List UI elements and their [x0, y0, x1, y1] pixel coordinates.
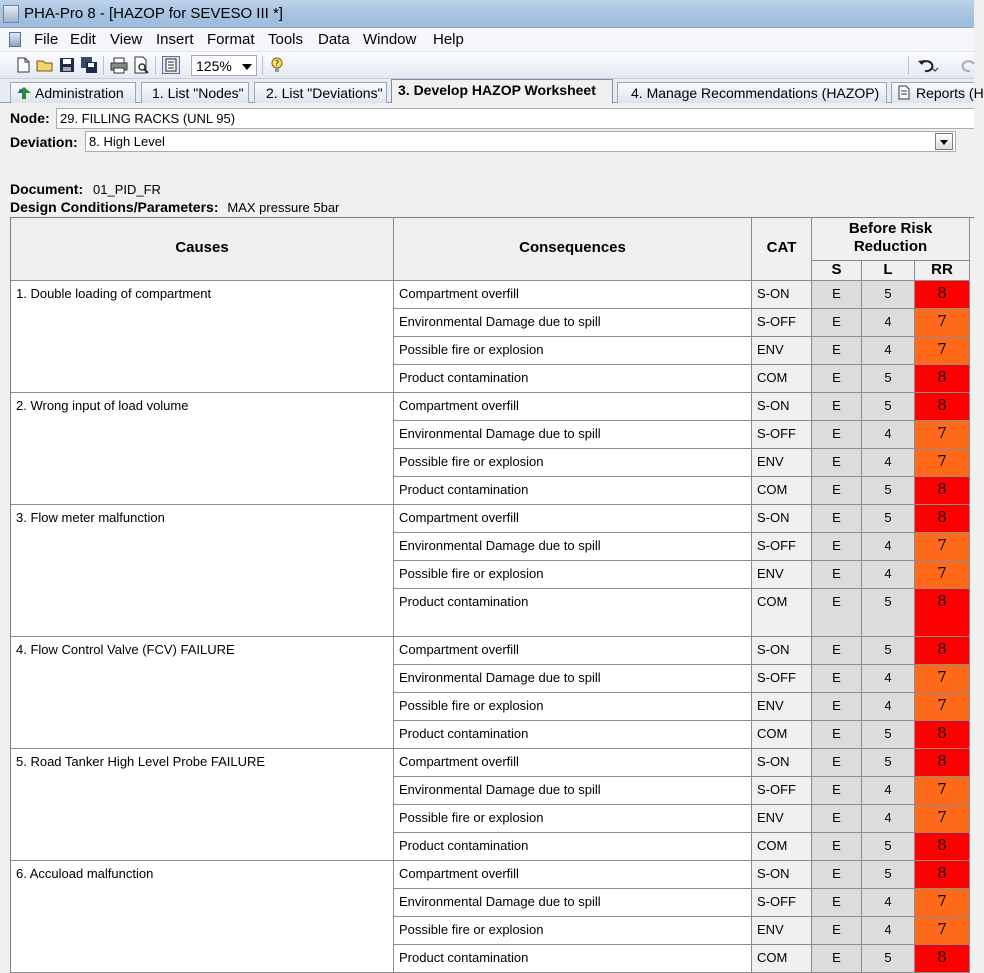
- tab-administration[interactable]: [10, 82, 136, 103]
- likelihood-cell[interactable]: 4: [862, 889, 915, 917]
- severity-cell[interactable]: E: [812, 721, 862, 749]
- likelihood-cell[interactable]: 5: [862, 833, 915, 861]
- consequence-cell[interactable]: Compartment overfill: [394, 861, 752, 889]
- likelihood-cell[interactable]: 5: [862, 393, 915, 421]
- cat-cell[interactable]: S-ON: [752, 749, 812, 777]
- hazop-worksheet-grid: [10, 217, 974, 973]
- risk-ranking-cell[interactable]: 8: [915, 281, 970, 309]
- menu-data[interactable]: Data: [318, 31, 350, 48]
- deviation-label: Deviation:: [10, 134, 78, 150]
- cat-cell[interactable]: S-OFF: [752, 665, 812, 693]
- likelihood-cell[interactable]: 5: [862, 281, 915, 309]
- redo-icon[interactable]: [960, 56, 978, 74]
- chevron-down-icon: [242, 64, 252, 70]
- tab-label: 1. List "Nodes": [152, 85, 244, 101]
- likelihood-cell[interactable]: 4: [862, 805, 915, 833]
- header-before-risk-reduction[interactable]: Before Risk Reduction: [812, 218, 970, 261]
- tab-label: 3. Develop HAZOP Worksheet: [398, 82, 596, 98]
- consequence-cell[interactable]: Compartment overfill: [394, 505, 752, 533]
- consequence-cell[interactable]: Environmental Damage due to spill: [394, 309, 752, 337]
- cat-cell[interactable]: S-ON: [752, 393, 812, 421]
- consequence-cell[interactable]: Compartment overfill: [394, 393, 752, 421]
- risk-ranking-cell[interactable]: 7: [915, 449, 970, 477]
- consequence-cell[interactable]: Compartment overfill: [394, 637, 752, 665]
- risk-ranking-cell[interactable]: 7: [915, 561, 970, 589]
- cause-cell[interactable]: 6. Accuload malfunction: [11, 861, 394, 973]
- tab-strip: [0, 79, 984, 103]
- likelihood-cell[interactable]: 5: [862, 589, 915, 637]
- risk-ranking-cell[interactable]: 8: [915, 589, 970, 637]
- severity-cell[interactable]: E: [812, 917, 862, 945]
- risk-ranking-cell[interactable]: 8: [915, 833, 970, 861]
- design-info: [10, 199, 339, 215]
- risk-ranking-cell[interactable]: 8: [915, 749, 970, 777]
- toolbar-separator: [262, 56, 263, 75]
- document-icon[interactable]: [9, 32, 21, 47]
- cause-cell[interactable]: 1. Double loading of compartment: [11, 281, 394, 393]
- risk-ranking-cell[interactable]: 8: [915, 637, 970, 665]
- consequence-cell[interactable]: Compartment overfill: [394, 749, 752, 777]
- save-icon[interactable]: [58, 56, 76, 74]
- print-icon[interactable]: [110, 56, 128, 74]
- tab-label: 4. Manage Recommendations (HAZOP): [631, 85, 880, 101]
- print-preview-icon[interactable]: [132, 56, 150, 74]
- worksheet-view-icon[interactable]: [162, 56, 180, 74]
- likelihood-cell[interactable]: 4: [862, 777, 915, 805]
- risk-ranking-cell[interactable]: 7: [915, 665, 970, 693]
- cat-cell[interactable]: COM: [752, 365, 812, 393]
- likelihood-cell[interactable]: 4: [862, 561, 915, 589]
- menu-window[interactable]: Window: [363, 31, 417, 48]
- severity-cell[interactable]: E: [812, 281, 862, 309]
- consequence-cell[interactable]: Possible fire or explosion: [394, 561, 752, 589]
- severity-cell[interactable]: E: [812, 637, 862, 665]
- severity-cell[interactable]: E: [812, 833, 862, 861]
- risk-ranking-cell[interactable]: 7: [915, 309, 970, 337]
- likelihood-cell[interactable]: 5: [862, 505, 915, 533]
- risk-ranking-cell[interactable]: 8: [915, 505, 970, 533]
- severity-cell[interactable]: E: [812, 693, 862, 721]
- zoom-value: 125%: [196, 58, 232, 74]
- administration-icon: [17, 86, 31, 98]
- toolbar: [0, 52, 974, 79]
- tab-label: 2. List "Deviations": [266, 85, 383, 101]
- severity-cell[interactable]: E: [812, 309, 862, 337]
- help-lightbulb-icon[interactable]: [268, 56, 286, 74]
- severity-cell[interactable]: E: [812, 337, 862, 365]
- risk-ranking-cell[interactable]: 8: [915, 365, 970, 393]
- design-label: Design Conditions/Parameters:: [10, 199, 219, 215]
- cat-cell[interactable]: ENV: [752, 449, 812, 477]
- cat-cell[interactable]: S-ON: [752, 861, 812, 889]
- consequence-cell[interactable]: Environmental Damage due to spill: [394, 665, 752, 693]
- cat-cell[interactable]: S-OFF: [752, 889, 812, 917]
- likelihood-cell[interactable]: 4: [862, 337, 915, 365]
- likelihood-cell[interactable]: 5: [862, 365, 915, 393]
- risk-ranking-cell[interactable]: 7: [915, 421, 970, 449]
- header-causes[interactable]: Causes: [11, 218, 394, 281]
- cat-cell[interactable]: ENV: [752, 561, 812, 589]
- menu-edit[interactable]: Edit: [70, 31, 96, 48]
- header-l[interactable]: L: [862, 261, 915, 281]
- chevron-down-icon[interactable]: [935, 133, 953, 150]
- consequence-cell[interactable]: Environmental Damage due to spill: [394, 533, 752, 561]
- tab-develop-hazop-worksheet[interactable]: [391, 79, 613, 103]
- severity-cell[interactable]: E: [812, 421, 862, 449]
- likelihood-cell[interactable]: 4: [862, 449, 915, 477]
- cat-cell[interactable]: S-OFF: [752, 777, 812, 805]
- severity-cell[interactable]: E: [812, 665, 862, 693]
- likelihood-cell[interactable]: 5: [862, 749, 915, 777]
- title-bar: [0, 0, 974, 28]
- header-cat[interactable]: CAT: [752, 218, 812, 281]
- toolbar-separator: [155, 56, 156, 75]
- document-value: 01_PID_FR: [93, 182, 161, 197]
- tab-label: Administration: [35, 85, 124, 101]
- menu-bar: [0, 28, 974, 52]
- node-label: Node:: [10, 110, 50, 126]
- severity-cell[interactable]: E: [812, 749, 862, 777]
- severity-cell[interactable]: E: [812, 777, 862, 805]
- risk-ranking-cell[interactable]: 8: [915, 861, 970, 889]
- save-all-icon[interactable]: [80, 56, 98, 74]
- new-document-icon[interactable]: [14, 56, 32, 74]
- risk-ranking-cell[interactable]: 8: [915, 721, 970, 749]
- severity-cell[interactable]: E: [812, 861, 862, 889]
- consequence-cell[interactable]: Product contamination: [394, 365, 752, 393]
- tab-manage-recommendations[interactable]: [617, 82, 887, 103]
- consequence-cell[interactable]: Product contamination: [394, 589, 752, 637]
- consequence-cell[interactable]: Possible fire or explosion: [394, 337, 752, 365]
- severity-cell[interactable]: E: [812, 889, 862, 917]
- severity-cell[interactable]: E: [812, 393, 862, 421]
- cause-cell[interactable]: 5. Road Tanker High Level Probe FAILURE: [11, 749, 394, 861]
- consequence-cell[interactable]: Product contamination: [394, 721, 752, 749]
- svg-text:?: ?: [274, 59, 280, 68]
- header-consequences[interactable]: Consequences: [394, 218, 752, 281]
- consequence-cell[interactable]: Environmental Damage due to spill: [394, 889, 752, 917]
- risk-ranking-cell[interactable]: 7: [915, 533, 970, 561]
- severity-cell[interactable]: E: [812, 805, 862, 833]
- tab-list-deviations[interactable]: [254, 82, 387, 103]
- node-field[interactable]: [56, 108, 974, 129]
- likelihood-cell[interactable]: 4: [862, 693, 915, 721]
- tab-reports[interactable]: [891, 82, 984, 103]
- likelihood-cell[interactable]: 5: [862, 637, 915, 665]
- risk-ranking-cell[interactable]: 8: [915, 393, 970, 421]
- consequence-cell[interactable]: Product contamination: [394, 833, 752, 861]
- cat-cell[interactable]: S-OFF: [752, 533, 812, 561]
- likelihood-cell[interactable]: 4: [862, 309, 915, 337]
- document-label: Document:: [10, 181, 84, 197]
- cat-cell[interactable]: S-ON: [752, 281, 812, 309]
- menu-view[interactable]: View: [110, 31, 143, 48]
- cat-cell[interactable]: ENV: [752, 917, 812, 945]
- likelihood-cell[interactable]: 5: [862, 861, 915, 889]
- app-icon: [3, 5, 19, 23]
- consequence-cell[interactable]: Environmental Damage due to spill: [394, 777, 752, 805]
- severity-cell[interactable]: E: [812, 449, 862, 477]
- consequence-cell[interactable]: Environmental Damage due to spill: [394, 421, 752, 449]
- risk-ranking-cell[interactable]: 8: [915, 477, 970, 505]
- consequence-cell[interactable]: Possible fire or explosion: [394, 693, 752, 721]
- design-value: MAX pressure 5bar: [227, 200, 340, 215]
- node-value: 29. FILLING RACKS (UNL 95): [60, 111, 236, 126]
- cat-cell[interactable]: S-OFF: [752, 309, 812, 337]
- consequence-cell[interactable]: Possible fire or explosion: [394, 449, 752, 477]
- consequence-cell[interactable]: Possible fire or explosion: [394, 917, 752, 945]
- consequence-cell[interactable]: Product contamination: [394, 477, 752, 505]
- risk-ranking-cell[interactable]: 7: [915, 805, 970, 833]
- cat-cell[interactable]: COM: [752, 589, 812, 637]
- consequence-cell[interactable]: Possible fire or explosion: [394, 805, 752, 833]
- cat-cell[interactable]: COM: [752, 833, 812, 861]
- document-info: [10, 181, 161, 197]
- menu-help[interactable]: Help: [433, 31, 464, 48]
- header-s[interactable]: S: [812, 261, 862, 281]
- tab-label: Reports (H: [916, 85, 984, 101]
- menu-insert[interactable]: Insert: [156, 31, 194, 48]
- likelihood-cell[interactable]: 4: [862, 665, 915, 693]
- open-folder-icon[interactable]: [36, 56, 54, 74]
- cat-cell[interactable]: ENV: [752, 337, 812, 365]
- cat-cell[interactable]: S-ON: [752, 637, 812, 665]
- menu-format[interactable]: Format: [207, 31, 255, 48]
- zoom-select[interactable]: [191, 55, 257, 76]
- consequence-cell[interactable]: Compartment overfill: [394, 281, 752, 309]
- cause-cell[interactable]: 2. Wrong input of load volume: [11, 393, 394, 505]
- severity-cell[interactable]: E: [812, 365, 862, 393]
- likelihood-cell[interactable]: 4: [862, 917, 915, 945]
- risk-ranking-cell[interactable]: 7: [915, 889, 970, 917]
- toolbar-separator: [908, 56, 909, 75]
- likelihood-cell[interactable]: 4: [862, 421, 915, 449]
- header-rr[interactable]: RR: [915, 261, 970, 281]
- cat-cell[interactable]: ENV: [752, 693, 812, 721]
- reports-icon: [898, 86, 912, 98]
- cat-cell[interactable]: COM: [752, 477, 812, 505]
- risk-ranking-cell[interactable]: 7: [915, 693, 970, 721]
- menu-tools[interactable]: Tools: [268, 31, 304, 48]
- likelihood-cell[interactable]: 5: [862, 477, 915, 505]
- tab-list-nodes[interactable]: [141, 82, 249, 103]
- deviation-select[interactable]: [85, 131, 956, 152]
- cat-cell[interactable]: S-ON: [752, 505, 812, 533]
- severity-cell[interactable]: E: [812, 561, 862, 589]
- cat-cell[interactable]: COM: [752, 945, 812, 973]
- undo-icon[interactable]: [917, 56, 935, 74]
- menu-file[interactable]: File: [34, 31, 59, 48]
- deviation-value: 8. High Level: [89, 134, 165, 149]
- severity-cell[interactable]: E: [812, 533, 862, 561]
- cat-cell[interactable]: S-OFF: [752, 421, 812, 449]
- risk-ranking-cell[interactable]: 7: [915, 777, 970, 805]
- toolbar-separator: [103, 56, 104, 75]
- cat-cell[interactable]: COM: [752, 721, 812, 749]
- likelihood-cell[interactable]: 4: [862, 533, 915, 561]
- risk-ranking-cell[interactable]: 8: [915, 945, 970, 973]
- risk-ranking-cell[interactable]: 7: [915, 917, 970, 945]
- severity-cell[interactable]: E: [812, 505, 862, 533]
- cause-cell[interactable]: 3. Flow meter malfunction: [11, 505, 394, 637]
- risk-ranking-cell[interactable]: 7: [915, 337, 970, 365]
- severity-cell[interactable]: E: [812, 477, 862, 505]
- window-title: PHA-Pro 8 - [HAZOP for SEVESO III *]: [24, 5, 283, 22]
- likelihood-cell[interactable]: 5: [862, 945, 915, 973]
- cat-cell[interactable]: ENV: [752, 805, 812, 833]
- cause-cell[interactable]: 4. Flow Control Valve (FCV) FAILURE: [11, 637, 394, 749]
- severity-cell[interactable]: E: [812, 589, 862, 637]
- severity-cell[interactable]: E: [812, 945, 862, 973]
- consequence-cell[interactable]: Product contamination: [394, 945, 752, 973]
- likelihood-cell[interactable]: 5: [862, 721, 915, 749]
